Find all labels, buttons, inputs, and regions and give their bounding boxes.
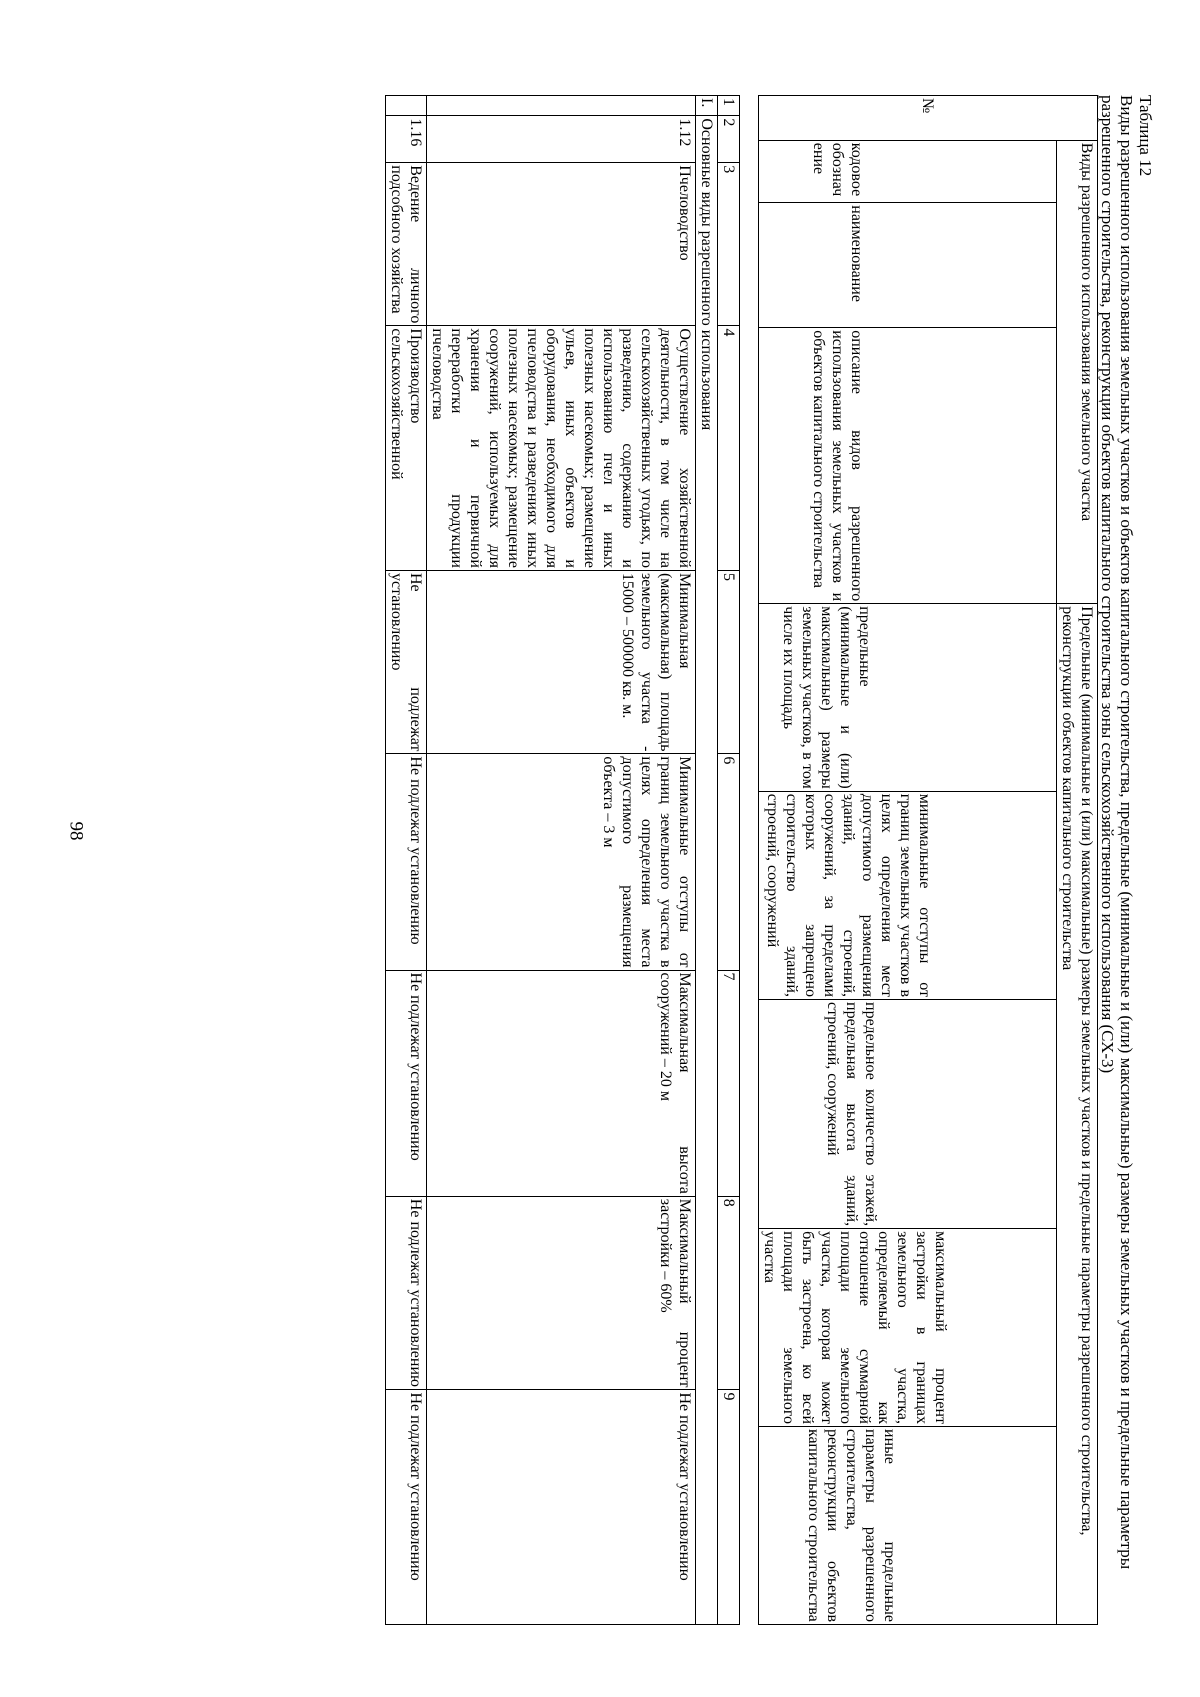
col-num-9: 9 (718, 1390, 740, 1625)
body-table (385, 95, 740, 1625)
col-num-2: 2 (718, 116, 740, 163)
row-description: Производство сельскохозяйственной (386, 326, 427, 571)
col-num-7: 7 (718, 970, 740, 1196)
col-num-4: 4 (718, 326, 740, 571)
header-c7: предельное количество этажей, предельная высота зданий, строений, сооружений (759, 1000, 1057, 1229)
page-number: 98 (65, 821, 87, 841)
table-number: Таблица 12 (1136, 95, 1155, 177)
row-num (386, 96, 427, 116)
table-caption (1098, 95, 1155, 1625)
col-num-1: 1 (718, 96, 740, 116)
header-vri-group: Виды разрешенного использования земельного участка (1057, 140, 1098, 603)
col-num-5: 5 (718, 570, 740, 753)
header-table (758, 95, 1098, 1625)
row-c5: Не подлежат установлению (386, 570, 427, 753)
col-num-3: 3 (718, 163, 740, 326)
row-c9: Не подлежат установлению (427, 1390, 696, 1625)
header-description: описание видов разрешенного использования земельных участков и объектов капитального строительства (759, 328, 1057, 604)
section-title: Основные виды разрешенного использования (696, 116, 718, 1625)
header-name: наименование (759, 203, 1057, 328)
header-c9: иные предельные параметры разрешенного строительства, реконструкции объектов капитального строительства (759, 1427, 1057, 1625)
row-c8: Не подлежат установлению (386, 1196, 427, 1390)
row-c8: Максимальный процент застройки – 60% (427, 1196, 696, 1390)
row-description: Осуществление хозяйственной деятельности, в том числе на сельскохозяйственных угодьях, по разведению, содержанию и использованию пчел и иных полезных насекомых; размещение ульев, иных объектов и оборудования, необходимого для пчеловодства и разведениях иных полезных насекомых; размещение сооружений, используемых для хранения и первичной переработки продукции пчеловодства (427, 326, 696, 571)
row-c7: Максимальная высота сооружений – 20 м (427, 970, 696, 1196)
rotated-page-content (135, 95, 1155, 1625)
section-num: I. (696, 96, 718, 116)
row-c9: Не подлежат установлению (386, 1390, 427, 1625)
col-num-8: 8 (718, 1196, 740, 1390)
header-code: кодовое обозначение (759, 140, 1057, 202)
row-name: Пчеловодство (427, 163, 696, 326)
row-c6: Не подлежат установлению (386, 754, 427, 970)
col-num-6: 6 (718, 754, 740, 970)
header-c6: минимальные отступы от границ земельных участков в целях определения мест допустимого размещения зданий, строений, сооружений, за пределами которых запрещено строительство зданий, строений, сооружений (759, 791, 1057, 999)
row-c6: Минимальные отступы от границ земельного участка в целях определения места допустимого размещения объекта – 3 м (427, 754, 696, 970)
table-row (427, 96, 696, 1625)
header-c5: предельные (минимальные и (или) максимальные) размеры земельных участков, в том числе их площадь (759, 604, 1057, 791)
row-code: 1.16 (386, 116, 427, 163)
row-c7: Не подлежат установлению (386, 970, 427, 1196)
table-title: Виды разрешенного использования земельных участков и объектов капитального строительства, предельные (минимальные и (или) максимальные) размеры земельных участков и предельные параметры разрешенного строительства, реконструкции объектов капитального строительства зоны сельскохозяйственного использования (СХ-3) (1098, 95, 1136, 1570)
section-row (696, 96, 718, 1625)
row-name: Ведение личного подсобного хозяйства (386, 163, 427, 326)
table-row (386, 96, 427, 1625)
row-c5: Минимальная (максимальная) площадь земельного участка - 15000 – 500000 кв. м. (427, 570, 696, 753)
row-code: 1.12 (427, 116, 696, 163)
row-num (427, 96, 696, 116)
header-c8: максимальный процент застройки в границах земельного участка, определяемый как отношение суммарной площади земельного участка, которая может быть застроена, ко всей площади земельного участка (759, 1229, 1057, 1427)
header-num: № (759, 96, 1098, 141)
header-params-group: Предельные (минимальные и (или) максимальные) размеры земельных участков и предельные параметры разрешенного строительства, реконструкции объектов капитального строительства (1057, 604, 1098, 1625)
column-number-row (718, 96, 740, 1625)
